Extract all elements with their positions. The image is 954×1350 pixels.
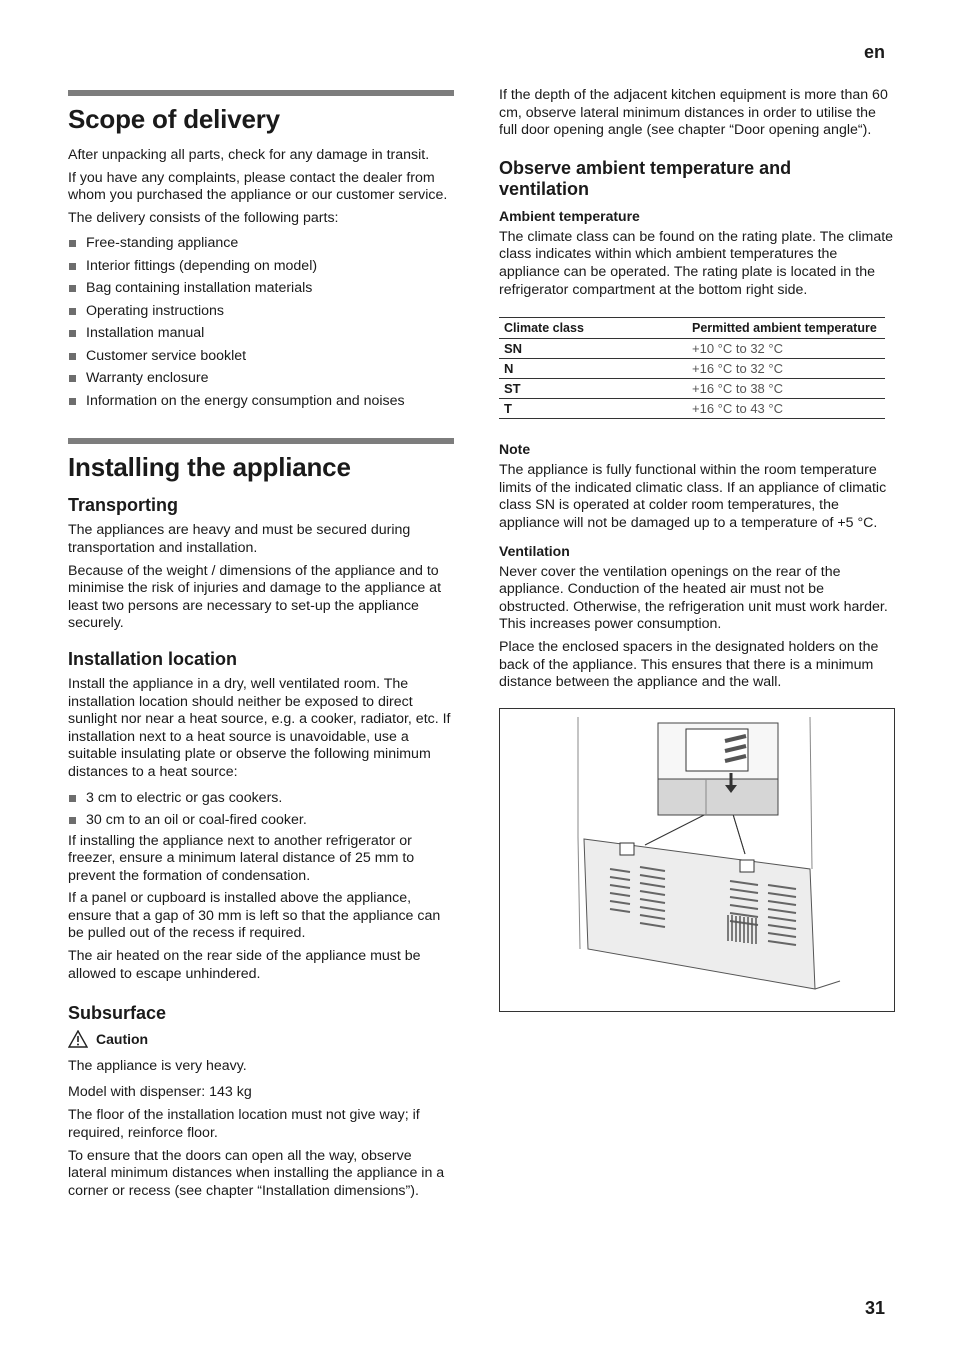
- ambient-heading: Observe ambient temperature and ventilation: [499, 157, 792, 199]
- language-tag: en: [863, 42, 885, 62]
- ventilation-paragraph-1: Never cover the ventilation openings on the rear of the appliance. Conduction of the heated air must not be obstructed. Otherwise, the refrigeration unit must work harder. This increases power consumption.: [499, 563, 888, 633]
- ambient-paragraph: The climate class can be found on the rating plate. The climate class indicates within which ambient temperatures the appliance can be operated. The rating plate is located in the refrigerator compartment at the bottom right side.: [499, 228, 894, 298]
- list-item: Installation manual: [68, 322, 454, 345]
- list-item: Operating instructions: [68, 300, 454, 323]
- caution-text: Caution: [96, 1031, 149, 1048]
- delivery-parts-list: [68, 232, 454, 412]
- climate-class-table: [499, 317, 885, 419]
- subsurface-paragraph-4: To ensure that the doors can open all the way, observe lateral minimum distances when installing the appliance in a corner or recess (see chapter “Installation dimensions”).: [68, 1147, 445, 1199]
- table-cell: +16 °C to 38 °C: [687, 379, 885, 399]
- table-cell: ST: [499, 379, 687, 399]
- ventilation-heading: Ventilation: [499, 542, 570, 559]
- table-row: [499, 379, 885, 399]
- left-column: [68, 90, 454, 1205]
- warning-icon: [68, 1030, 88, 1048]
- location-paragraph-1: Install the appliance in a dry, well ventilated room. The installation location should neither be exposed to direct sunlight nor near a heat source, e.g. a cooker, radiator, etc. If installation next to a heat source is unavoidable, use a suitable insulating plate or observe the following minimum distances to a heat source:: [68, 675, 451, 780]
- table-header: Permitted ambient temperature: [687, 318, 885, 339]
- list-item: Warranty enclosure: [68, 367, 454, 390]
- caution-label: [68, 1030, 454, 1048]
- subsurface-paragraph-1: The appliance is very heavy.: [68, 1058, 247, 1075]
- table-cell: T: [499, 399, 687, 419]
- transporting-heading: Transporting: [68, 495, 179, 516]
- table-row: [499, 359, 885, 379]
- list-item: 30 cm to an oil or coal-fired cooker.: [68, 809, 454, 832]
- scope-title: Scope of delivery: [68, 104, 280, 134]
- transporting-paragraph-2: Because of the weight / dimensions of the appliance and to minimise the risk of injuries and damage to the appliance at least two persons are necessary to set-up the appliance securely.: [68, 562, 442, 632]
- subsurface-paragraph-3: The floor of the installation location must not give way; if required, reinforce floor.: [68, 1107, 420, 1142]
- location-paragraph-3: If a panel or cupboard is installed above the appliance, ensure that a gap of 30 mm is left so that the appliance can be pulled out of the recess if required.: [68, 890, 441, 942]
- table-cell: +16 °C to 32 °C: [687, 359, 885, 379]
- subsurface-paragraph-2: Model with dispenser: 143 kg: [68, 1083, 252, 1100]
- ventilation-paragraph-2: Place the enclosed spacers in the designated holders on the back of the appliance. This ensures that there is a minimum distance between the appliance and the wall.: [499, 638, 879, 691]
- location-paragraph-4: The air heated on the rear side of the appliance must be allowed to escape unhindered.: [68, 948, 421, 982]
- scope-paragraph-2: If you have any complaints, please contact the dealer from whom you purchased the appliance or our customer service.: [68, 169, 448, 204]
- distance-list: [68, 787, 454, 832]
- subsurface-heading: Subsurface: [68, 1003, 167, 1024]
- list-item: Information on the energy consumption and noises: [68, 390, 454, 413]
- intro-paragraph: If the depth of the adjacent kitchen equipment is more than 60 cm, observe lateral minimum distances in order to utilise the full door opening angle (see chapter “Door opening angle“).: [499, 87, 888, 139]
- right-column: [499, 87, 895, 1012]
- list-item: 3 cm to electric or gas cookers.: [68, 787, 454, 810]
- table-cell: N: [499, 359, 687, 379]
- page-number: 31: [864, 1298, 885, 1318]
- table-header: Climate class: [499, 318, 687, 339]
- note-paragraph: The appliance is fully functional within the room temperature limits of the indicated climatic class. If an appliance of climatic class SN is operated at colder room temperatures, the appliance will not be damaged up to a temperature of +5 °C.: [499, 462, 887, 531]
- list-item: Interior fittings (depending on model): [68, 255, 454, 278]
- list-item: Bag containing installation materials: [68, 277, 454, 300]
- location-paragraph-2: If installing the appliance next to another refrigerator or freezer, ensure a minimum lateral distance of 25 mm to prevent the formation of condensation.: [68, 832, 415, 884]
- note-heading: Note: [499, 441, 531, 458]
- table-row: [499, 399, 885, 419]
- scope-paragraph-3: The delivery consists of the following parts:: [68, 209, 339, 226]
- ambient-subheading: Ambient temperature: [499, 207, 640, 224]
- table-cell: SN: [499, 339, 687, 359]
- section-rule: [68, 438, 454, 444]
- appliance-back-illustration: [500, 709, 894, 1011]
- location-heading: Installation location: [68, 648, 238, 669]
- list-item: Free-standing appliance: [68, 232, 454, 255]
- table-cell: +16 °C to 43 °C: [687, 399, 885, 419]
- section-rule: [68, 90, 454, 96]
- installing-title: Installing the appliance: [68, 452, 351, 483]
- table-row: [499, 339, 885, 359]
- transporting-paragraph-1: The appliances are heavy and must be secured during transportation and installation.: [68, 522, 411, 556]
- spacer-illustration: [499, 708, 895, 1012]
- table-cell: +10 °C to 32 °C: [687, 339, 885, 359]
- scope-paragraph-1: After unpacking all parts, check for any damage in transit.: [68, 147, 430, 163]
- list-item: Customer service booklet: [68, 345, 454, 368]
